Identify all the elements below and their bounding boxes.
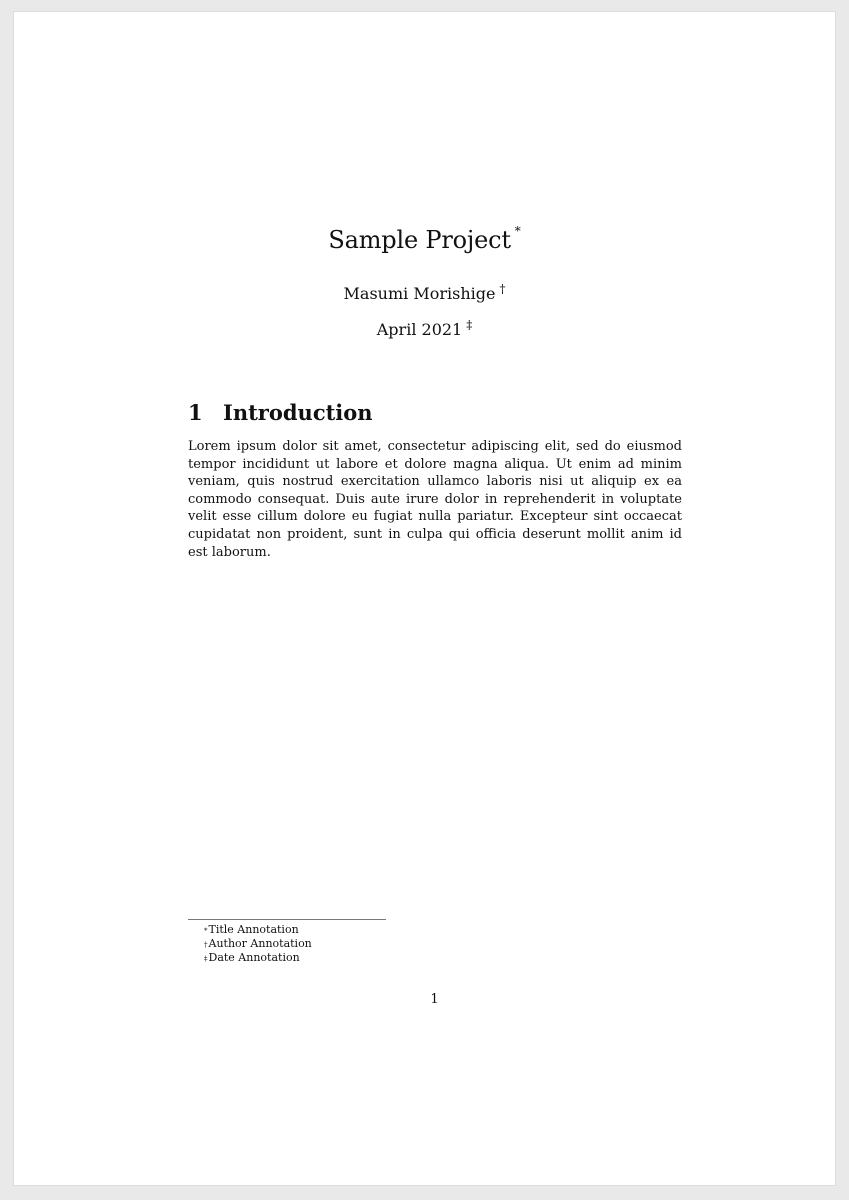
footnote-mark: *	[204, 927, 208, 935]
footnote-author	[204, 937, 312, 951]
footnote-date	[204, 951, 312, 965]
author-text: Masumi Morishige	[343, 284, 496, 303]
author-footnote-mark: †	[499, 282, 506, 296]
section-body-paragraph: Lorem ipsum dolor sit amet, consectetur adipiscing elit, sed do eiusmod tempor incididunt ut labore et dolore magna aliqua. Ut enim ad minim veniam, quis nostrud exercitation ullamco laboris nisi ut aliquip ex ea commodo consequat. Duis aute irure dolor in reprehenderit in voluptate velit esse cillum dolore eu fugiat nulla pariatur. Excepteur sint occaecat cupidatat non proident, sunt in culpa qui officia deserunt mollit anim id est laborum.	[188, 439, 682, 560]
footnote-text: Author Annotation	[208, 937, 312, 950]
page-number: 1	[430, 992, 439, 1007]
footnote-text: Title Annotation	[208, 923, 299, 936]
date-text: April 2021	[376, 320, 463, 339]
title-text: Sample Project	[328, 226, 511, 254]
document-date	[14, 320, 835, 339]
section-heading	[188, 400, 373, 425]
date-footnote-mark: ‡	[466, 318, 473, 332]
title-footnote-mark: *	[514, 224, 521, 238]
footnote-divider	[188, 919, 386, 920]
section-number: 1	[188, 400, 203, 425]
footnote-mark: †	[204, 941, 208, 949]
document-author	[14, 284, 835, 303]
footnote-mark: ‡	[204, 955, 208, 963]
footnotes	[204, 923, 312, 965]
footnote-title	[204, 923, 312, 937]
footnote-text: Date Annotation	[208, 951, 300, 964]
document-page	[14, 12, 835, 1185]
document-title	[14, 226, 835, 254]
section-title: Introduction	[223, 400, 373, 425]
